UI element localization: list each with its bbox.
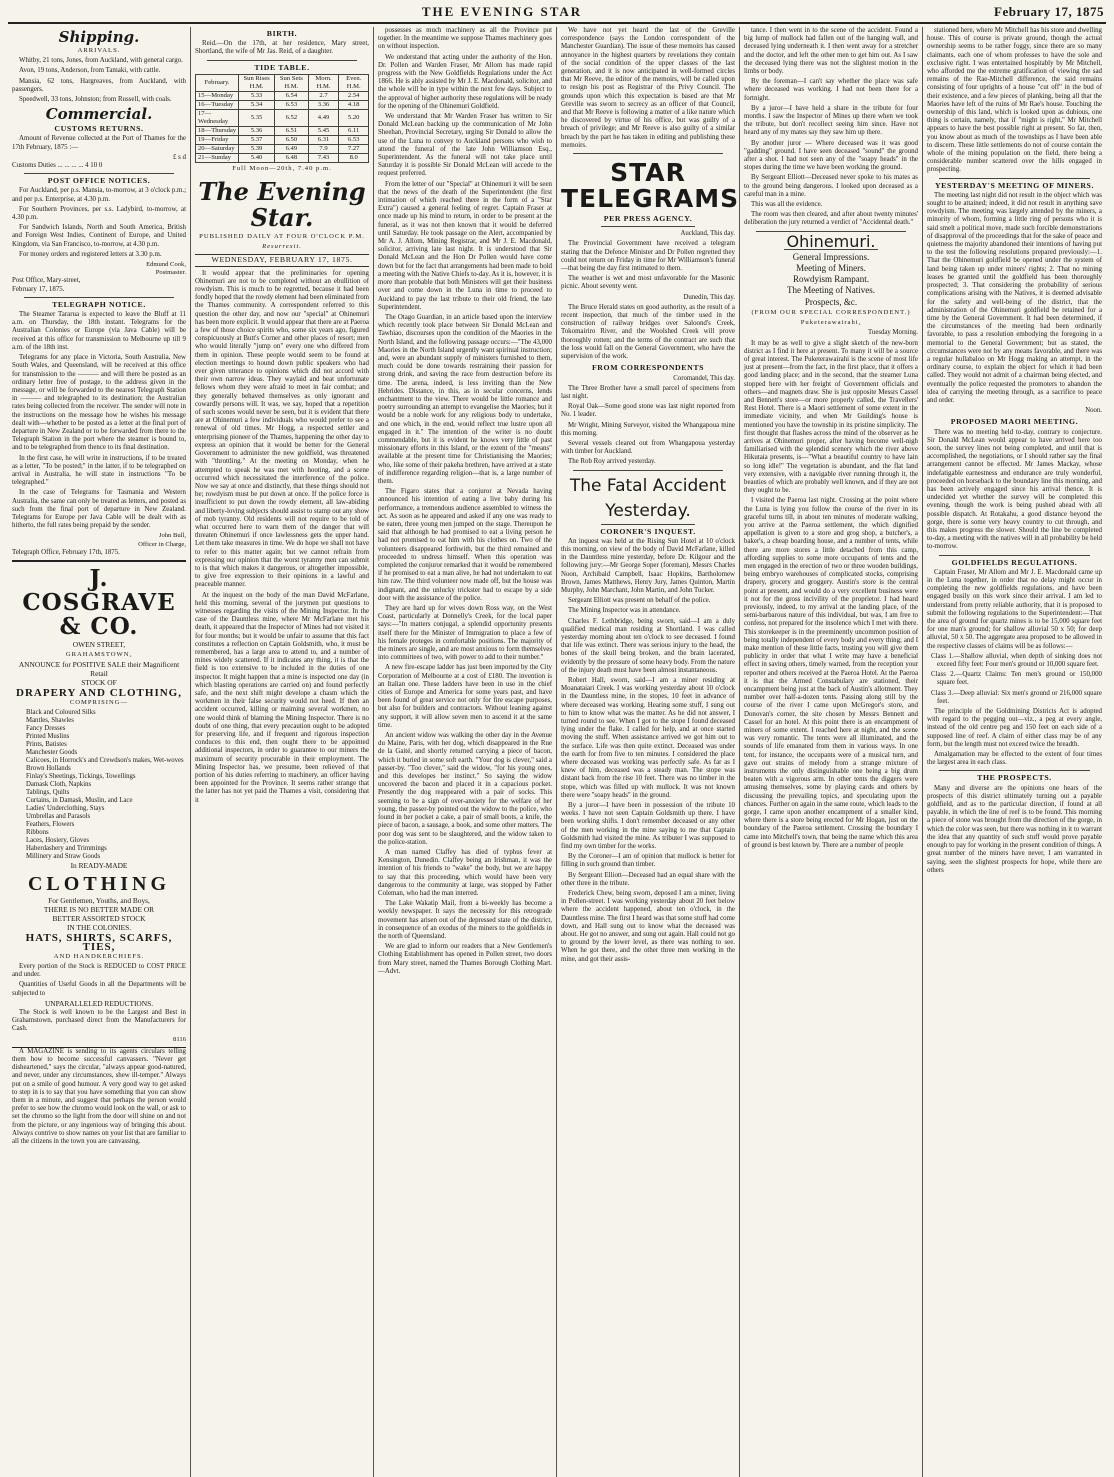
regulations-class: Class 3.—Deep alluvial: Six men's ground or 216,000 square feet. (931, 689, 1102, 705)
arrival-item: Whitby, 21 tons, Jones, from Auckland, with general cargo. (19, 57, 183, 65)
dispatch-place: Puketerawairahi, (800, 319, 862, 327)
ohinemuri-paragraph: I visited the Paeroa last night. Crossing at the point where the Luna is lying you follow the course of the river in its graceful turns till, in about ten minutes of moderate walking, you arrive at the Paeroa settlement, the which dignified appellation is given to a store and grog shop, a butcher's, a baker's, a cheap boarding house, and a number of tents, while there are more stores a little detached from this camp, affording supplies to some more occupants of tents and the men engaged in the erection of two or three wooden buildings, being embryo warehouses of complicated stocks, comprising drapery, grocery and groggery. Austin's store is the central point at present, and would do a very excellent business were it not for the gross incivility of the proprietor. I had heard previously, indeed, to my arrival at the landing place, of the semi-barbarous nature of this individual, but was, I am free to confess, not prepared for the insolence which I met with there. This storekeeper is in the preeminently uncommon position of being totally independent of every body and every thing; and I make mention of these little facts, trusting you will give them publicity in order that what I write may have a beneficial effect in saving others, timely warned, from the reception your reporter and others received at the Paeroa Hotel. At the Paeroa it is that the Armed Constabulary are stationed, their encampment being just at the back of Austin's allotment. They number over half-a-dozen tents. Passing along still by the course of the river I came upon McGregor's store, and Donovan's corner, the site chosen by Messrs Bennett and Cassel for an hotel. At this point there is an encampment of miners of some extent. I reached here at night, and the scene was very romantic. The tents were all illuminated, and the sounds of life emanated from them in various ways. In one tent, for instance, the occupants were of a musical turn, and gave out strains of melody from a strange mixture of instruments the only distinguishable one being a big drum beaten with a vigorous arm. In other tents the diggers were amusing themselves, some by playing cards and others by discussing the prevailing topics, and speculating upon the chances. Further on again in the same route, which leads to the gorge, I came upon another encampment of a smaller kind, where there is a store being erected for Mr Hogan, just on the boundary of the Paeroa settlement. Crossing the boundary I came into Mitchell's town, that being the name which this area of ground is best known by. There are a number of people (744, 497, 918, 849)
dunedin-dateline: Dunedin, This day. (683, 293, 735, 301)
divider (939, 555, 1090, 556)
telegram-paragraph: The Three Brother have a small parcel of specimens from last night. (561, 384, 735, 400)
telegraph-heading: TELEGRAPH NOTICE. (52, 299, 146, 309)
inquest-continued: By Sergeant Elliott—Deceased never spoke to his mates as to the ground being dangerous. I looked upon deceased as a careful man in a mine. (744, 174, 918, 198)
inquest-paragraph: The Mining Inspector was in attendance. (568, 607, 681, 615)
own-correspondent: (FROM OUR SPECIAL CORRESPONDENT.) (751, 308, 911, 316)
telegram-paragraph: The Bruce Herald states on good authority, as the result of a recent inspection, that much of the timber used in the construction of railway bridges over Saloond's Creek, Tokomairiro River, and the Woolshed Creek will prove thoroughly rotten; and the terms of the contract are such that the loss would fall on the General Government, who have the supervision of the work. (561, 303, 735, 361)
ad-comprising: COMPRISING— (69, 699, 129, 707)
ad-hats: HATS, SHIRTS, SCARFS, TIES, (25, 932, 173, 953)
ohinemuri-paragraph: It may be as well to give a slight sketch of the new-born district as I find it here at present. To many it will be a source of great interest. The Puketerawairahi is the scene of most life just at present—from the fact, in the first place, that it offers a good landing place; and in the second, that the steamer Luna stopped here with her freight of Government officials and others—and magnets draw. She is just opposite Messrs Cassel and Bennett's store—or more properly called, the Travellers' Rest Hotel. There is a Maori settlement of some extent in the immediate vicinity, and when Mr Guilding's house is mentioned you have the township in its pristine simplicity. The first thought that flashes across the mind of the observer as he arrives at Ohinemuri proper, after having become well-nigh familiarised with the splendid scenery which the river above Hikutaia presents, is—"What a beautiful country to have lain so long idle!" The vegetation is abundant, and the flat land very extensive, with a navigable river running through it, the beauties of which are probably well known, and if they are not they ought to be. (744, 339, 918, 495)
news-paragraph: They are hard up for wives down Ross way, on the West Coast, particularly at Donnelly's Creek, for the local paper says:—"In matters conjugal, a splendid opportunity presents itself there for the Minister of Immigration to place a few of his female proteges in comfortable positions. The majority of the miners are single, and are most anxious to form themselves into committees of two, with power to add to their number." (378, 605, 552, 662)
column-2 (191, 27, 374, 1477)
tide-cell: 5.39 (239, 144, 275, 153)
arrival-item: Mansia, 62 tons, Hargreaves, from Auckland, with passengers. (12, 77, 186, 93)
issue-dateline: WEDNESDAY, FEBRUARY 17, 1875. (195, 254, 369, 266)
telegram-paragraph: Mr Wright, Mining Surveyor, visited the Whangapoua mine this morning. (561, 421, 735, 437)
coromandel-dateline: Coromandel, This day. (673, 374, 735, 382)
tide-col-header: Sun Rises H.M. (239, 74, 275, 91)
editorial-paragraph: It would appear that the preliminaries for opening Ohinemuri are not to be completed without an ebullition of rowdyism. This is much to be regretted, because it had been fondly hoped that the rowdy element had been eliminated from the Thames community. A correspondent referred to this question the other day, and now our "special" at Ohinemuri has been more explicit. It would appear that there are at Paeroa a few of those choice spirits who, some six years ago, figured conspicuously at Butt's Corner and other places of resort; men who would literally "jump on" every one who differed from them in opinion. These people would seem to be found at election meetings to hound down public speakers who had ever given utterance to opinions which did not accord with their own narrow ideas. They waylaid and beat unfortunate fellows whom they were afraid to meet in fair combat; and they generally behaved themselves as only ignorant and cowardly persons will. It was, we say, hoped that a repetition of such scenes would never be seen, but it is evident that there are at Ohinemuri a few individuals who would prefer to see a renewal of old times. Mr Hogg, a respected settler and enterprising pioneer of the Thames, happening the other day to express an opinion that it would be better for the General Government to administer the new goldfield, was threatened with "throttling." At the meeting on Monday, when he attempted to speak he was met with hooting, and a scene occurred which necessitated the interference of the police. Now we say at once and distinctly, that these things should not be; rowdyism must be put down at once. If the police force is insufficient to put down the rowdy element, all law-abiding and liberty-loving subjects should assist to stamp out any show of mob tyranny. Old residents will not require to be told of what occurred here to warn them of the danger that will threaten Ohinemuri if once lawlessness gets the upper hand. Let them take measures in time. We do hope we shall not have to refer to this matter again; but we cannot refrain from expressing our opinion that the worst tyranny men can submit to is that which makes it dangerous, or altogether impossible, to give free expression to their opinions in a lawful and peaceable manner. (195, 269, 369, 589)
ad-better-3: IN THE COLONIES. (66, 923, 132, 933)
post-notice: For money orders and registered letters at 3.30 p.m. (19, 250, 162, 258)
correspondents-heading: FROM CORRESPONDENTS (591, 363, 705, 373)
tide-cell: 6.48 (275, 153, 309, 162)
telegraph-date: Telegraph Office, February 17th, 1875. (12, 548, 120, 556)
tide-cell: 5.40 (239, 153, 275, 162)
goods-item: Manchester Goods (26, 749, 78, 757)
divider (939, 770, 1090, 771)
news-paragraph: The Figaro states that a conjuror at Nevada having announced his intention of eating a live baby during his performance, a tremendous audience assembled to witness the act. As soon as he appeared and asked if any one was ready to be eaten, three young men jumped on the stage. Thereupon he said that although he had promised to eat a living person he had not promised to eat him with his clothes on. Two of the volunteers disappeared forthwith, but the third remained and proceeded to undress himself. When this operation was completed the conjuror remarked that it would be remembered if he promised to eat a man alive, he had not undertaken to eat him raw. The third volunteer now made off, but the house was indignant, and the unlucky trickster had to escape by a side door with the assistance of the police. (378, 488, 552, 602)
auckland-dateline: Auckland, This day. (680, 230, 735, 238)
greville-paragraph: We have not yet heard the last of the Greville correspondence (says the London correspondent of the Manchester Guardian). The issue of these memoirs has caused annoyance in the highest quarters by revelations they contain of the social condition of the upper classes of the last generation, and it is now anticipated in well-formed circles that Mr Reeve, the editor of the memoirs, will be called upon to resign his post as Registrar of the Privy Council. The grounds upon which this expectation is based are that Mr Greville was sworn to secrecy as an officer of that Council, and that Mr Reeve is following a matter of a like nature which he discovered by virtue of his office, but was guilty of a breach of privilege; and Mr Reeve is also guilty of a similar breach by the part he has taken in editing and publishing these memoirs. (561, 27, 735, 149)
customs-duties: Customs Duties ... ... ... ... 4 10 0 (12, 162, 103, 170)
goods-item: Ribbons (26, 829, 49, 837)
tide-cell: 21—Sunday (196, 153, 239, 162)
birth-notice: Reid.—On the 17th, at her residence, Mary street, Shortland, the wife of Mr Jas. Reid, of a daughter. (195, 40, 369, 56)
news-paragraph: An ancient widow was walking the other day in the Avenue du Maine, Paris, with her dog, which disappeared in the Rue de la Gaité, and shortly returned carrying a piece of bacon, which it buried in some soft earth. "Your dog is clever," said a passer-by. "Too clever," said the widow, "for his young ones, and this developes her instinct." So saying the widow uncovered the bacon and placed it in a capacious pocket. Presently the dog reappeared with a pair of socks. This seeming to be a sign of over-anxiety for the welfare of her young, the passer-by pointed out the widow to the police, who found in her pocket a cake, a pair of small boots, a knife, the piece of bacon, a sausage, a book, and some other matters. The poor dog was sent to be slaughtered, and the widow taken to the police-station. (378, 732, 552, 846)
columns (8, 27, 1106, 1477)
tide-cell: 7.9 (308, 144, 339, 153)
regulations-paragraph: The principle of the Goldmining Districts Act is adopted with regard to the pegging out—viz., a peg at every angle, instead of the old centre peg and 150 feet on each side of a supposed line of reef. A claim of either class may be of any form, but the length must not exceed twice the breadth. (927, 708, 1102, 748)
goods-item: Damask Cloth, Napkins (26, 781, 92, 789)
ad-intro: ANNOUNCE for POSITIVE SALE their Magnificent Retail (18, 660, 180, 678)
ad-unparalleled: UNPARALLELED REDUCTIONS. (44, 998, 154, 1008)
inquest-paragraph: Robert Hall, sworn, said—I am a miner residing at Moanataiari Creek. I was working yesterday about 10 o'clock in the Dauntless mine, in the stopes, 10 feet in advance of where deceased was working. Hearing some stuff, I sung out to him to know what was the matter. As he did not answer, I turned round to see. When I got to the stope I found deceased lying under the flake. I called for help, and at once started moving the stuff. When assistance arrived we got him out to the surface. Life was then quite extinct. Deceased was under the earth for from five to ten minutes. I considered the place where deceased was working was perfectly safe. As far as I knew of him, deceased was a steady man. The stope was distant back from the rise 10 feet. There was no timber in the stope, which was filled up with mullock. It was not known there were "soapy heads" in the ground. (561, 676, 735, 799)
goods-item: Calicoes, in Horrock's and Crewdson's makes, Wet-woves (26, 757, 184, 765)
telegram-paragraph: Royal Oak—Some good stone was last night reported from No. 1 leader. (561, 403, 735, 419)
goods-item: Prints, Batistes (26, 741, 67, 749)
inquest-paragraph: By Sergeant Elliott—Deceased had an equal share with the other three in the tribute. (561, 871, 735, 887)
post-notice: For Sandwich Islands, North and South America, British and Foreign West Indies, Continent of Europe, and United Kingdom, via San Francisco, to-morrow, at 4.30 p.m. (12, 224, 186, 248)
fatal-accident-heading: The Fatal Accident (569, 475, 727, 496)
goods-item: Brown Hollands (26, 765, 71, 773)
tide-row (196, 91, 369, 100)
arrival-item: Speedwell, 33 tons, Johnston; from Russell, with coals. (19, 96, 172, 104)
paper-title: The Evening Star. (198, 177, 366, 233)
news-paragraph: possesses as much machinery as all the Province put together. In the meantime we suppose Thames machinery goes on without inspection. (378, 27, 552, 51)
magazine-paragraph: A MAGAZINE is sending to its agents circulars telling them how to become successful canvassers. "Never get disheartened," says the circular, "always appear good-natured, and never, under any circumstances, shew ill-temper." Always put on a smile of good humour. A very good way to get asked to step in is to say that you have something that you can show them in a minute, and suggest that perhaps the person would prefer to see how the chromo would look on the wall, or ask to set the chromo so the light from the door will shine on and not from the picture, or any ingenious way of bringing this about. Always contrive to show names on your list that are familiar to all the citizens in the town you are canvassing. (12, 1047, 186, 1146)
telegraph-signature-title: Officer in Charge, (138, 540, 186, 548)
ad-clothing: CLOTHING (27, 872, 171, 895)
inquest-paragraph: Frederick Chew, being sworn, deposed I am a miner, living in Pollen-street. I was working yesterday about 20 feet below where the accident happened, about ten o'clock, in the Dauntless mine. The first I heard was that some stuff had come down, and Hall sung out to know what the deceased was about. He got no answer, and sung out again. Hall could not go to ground by the lower level, as there was nothing to see. When he got there, and the other three men working in the mine, and got their assis- (561, 890, 735, 963)
news-paragraph: The Lake Wakatip Mail, from a bi-weekly has become a weekly newspaper. It says the necessity for this retrograde movement has arisen out of the depressed state of the district, in consequence of an exodus of the miners to the goldfields in the north of Queensland. (378, 900, 552, 940)
tide-cell: 6.49 (275, 144, 309, 153)
post-office-heading: POST OFFICE NOTICES. (47, 176, 151, 186)
cosgrave-advertisement (12, 560, 186, 1048)
goods-item: Printed Muslins (26, 733, 70, 741)
tide-cell: 18—Thursday (196, 126, 239, 135)
tide-col-header: Morn. H.M. (308, 74, 339, 91)
tide-cell: 5.37 (239, 135, 275, 144)
editorial-paragraph: At the inquest on the body of the man David McFarlane, held this morning, several of the jurymen put questions to witnesses regarding the visits of the Mining Inspector. In the case of the Dauntless mine, where Mr McFarlane met his death, it appeared that the Inspector of Mines had not visited it for four months; but it would be unfair to assume that this fact constitutes a reflection on Captain Goldsmith, who, it must be remembered, has a large area to attend to, and a number of mines widely scattered. If it indicates any thing, it is that the field is too extensive to be included in the duties of one inspector. It might happen that a mine is inspected one day (in which blasting operations are carried on) and found perfectly safe, and the next shift might develope a chasm which the workmen in their false security would not heed. If then an accident occurred, killing or maiming several workmen, no one would think of blaming the Mining Inspector. There is no doubt of one thing, that every precaution ought to be adopted for preserving life, and if frequent and rigorous inspection conduces to this end, then ought there to be appointed additional inspectors, in order to guarantee to our miners the maximum of security procurable in their employment. The Mining Inspector has, we presume, been relieved of that portion of his duties referring to machinery, an officer having been appointed for the Province. It seems rather strange that the latter has not yet paid the Thames a visit, considering that it (195, 591, 369, 804)
inquest-continued: By a juror—I have held a share in the tribute for four months. I saw the Inspector of Mines up there when we took the tribute, but don't recollect seeing him since. Have not heard any of my mates say they saw him up there. (744, 104, 918, 137)
tide-cell: 5.36 (239, 126, 275, 135)
tide-row (196, 135, 369, 144)
ohinemuri-subheading: General Impressions. (792, 251, 870, 262)
goods-item: Tablings, Quilts (26, 789, 70, 797)
telegraph-paragraph: Telegrams for any place in Victoria, South Australia, New South Wales, and Queensland, will be received at this office for transmission to the ——— and will there be posted as an ordinary letter free of postage, to the address given in the message, or will be forwarded to the nearest Telegraph Station in ——— and telegraphed to its destination; the Australian rates being collected from the receiver. The sender will note in the instructions on the message how he wishes his message dealt with—whether to be posted as a letter at the final port of departure in New Zealand or to be forwarded from there to the Telegraph Station in the port where the steamer is bound to, and to be telegraphed from thence to its final destination. (12, 354, 186, 452)
inquest-continued: This was all the evidence. (751, 201, 823, 209)
post-notice: For Southern Provinces, per s.s. Ladybird, to-morrow, at 4.30 p.m. (12, 205, 186, 222)
ad-stock-text: The Stock is well known to be the Largest and Best in Grahamstown, purchased direct from the Manufacturers for Cash. (12, 1009, 186, 1033)
telegram-paragraph: The Provincial Government have received a telegram stating that the Defence Minister and Dr Pollen regretted they could not return on Friday in time for Mr Williamson's funeral—that being the day first intimated to them. (561, 240, 735, 273)
goods-item: Curtains, in Damask, Muslin, and Lace (26, 797, 133, 805)
published-line: PUBLISHED DAILY AT FOUR O'CLOCK P.M. (199, 233, 365, 241)
ad-better-2: BETTER ASSORTED STOCK (52, 914, 146, 923)
advertiser-street: OWEN STREET, (72, 639, 126, 649)
tide-row (196, 144, 369, 153)
goods-item: Haberdashery and Trimmings (26, 845, 107, 853)
press-agency-heading: PER PRESS AGENCY. (603, 214, 693, 224)
tide-cell: 4.18 (339, 100, 369, 109)
regulations-heading: GOLDFIELDS REGULATIONS. (951, 557, 1078, 567)
inquest-paragraph: Charles F. Lethbridge, being sworn, said—I am a duly qualified medical man residing at Shortland. I was called yesterday morning about ten o'clock to see deceased. I found that life was extinct. There was serious injury to the head, the bones of the skull being broken, and the brain lacerated, evidently by the pressure of some heavy body. From the nature of the injury death must have been almost instantaneous. (561, 617, 735, 674)
regulations-class: Class 2.—Quartz Claims: Ten men's ground or 150,000 square feet. (931, 671, 1102, 687)
tide-cell: 8.0 (339, 153, 369, 162)
ohinemuri-heading: Ohinemuri. (786, 231, 876, 251)
birth-heading: BIRTH. (266, 29, 298, 38)
tide-cell: 6.52 (275, 109, 309, 126)
tide-cell: 20—Saturday (196, 144, 239, 153)
shipping-heading: Shipping. (58, 28, 140, 46)
inquest-paragraph: Sergeant Elliott was present on behalf of the police. (568, 597, 711, 605)
telegram-paragraph: The weather is wet and most unfavorable for the Masonic picnic. About seventy went. (561, 275, 735, 291)
tide-header-row (196, 74, 369, 91)
ohinemuri-subheading: Meeting of Miners. (796, 263, 866, 274)
goods-item: Fancy Dresses (26, 725, 66, 733)
miners-meeting-heading: YESTERDAY'S MEETING OF MINERS. (934, 180, 1095, 190)
column-1 (8, 27, 191, 1477)
motto: Resurrexit. (262, 243, 302, 251)
tide-cell: 6.53 (339, 135, 369, 144)
masthead-title: THE EVENING STAR (421, 4, 583, 19)
post-signature-title: Postmaster. (155, 269, 186, 277)
goods-list (12, 709, 186, 861)
post-signature: Edmund Cook, (146, 261, 186, 269)
commercial-heading: Commercial. (45, 105, 153, 124)
ad-for: For Gentlemen, Youths, and Boys, (48, 895, 150, 905)
goods-item: Black and Coloured Silks (26, 709, 96, 717)
ohinemuri-subheading: Prospects, &c. (804, 296, 858, 307)
tide-col-header: February. (196, 74, 239, 91)
post-date: February 17, 1875. (12, 285, 65, 293)
telegram-paragraph: Several vessels cleared out from Whangapoua yesterday with timber for Auckland. (561, 439, 735, 456)
telegraph-paragraph: In the first case, he will write in instructions, if to be treated as a letter, "To be posted;" in the latter, if to be telegraphed on arrival in Australia, he will state in instructions "To be telegraphed." (12, 454, 186, 487)
ad-handkerchiefs: AND HANDKERCHIEFS. (53, 952, 145, 960)
goods-item: Ladies' Underclothing, Stays (26, 805, 105, 813)
column-6 (923, 27, 1106, 1477)
telegram-paragraph: The Rob Roy arrived yesterday. (568, 458, 656, 466)
ohinemuri-subheading: The Meeting of Natives. (787, 285, 875, 296)
tide-row (196, 109, 369, 126)
tide-cell: 6.53 (275, 100, 309, 109)
tide-cell: 16—Tuesday (196, 100, 239, 109)
inquest-continued: tance. I then went in to the scene of the accident. Found a big lump of mullock had fallen out of the hanging wall, and deceased lying underneath it. I then went away for a stretcher and the doctor, and left the other men to get him out. As I saw the deceased lying there was not the slightest motion in the limbs or body. (744, 27, 918, 76)
arrivals-label: ARRIVALS. (77, 47, 121, 54)
tide-cell: 5.34 (239, 100, 275, 109)
ad-quantities: Quantities of Useful Goods in all the Departments will be subjected to (12, 981, 186, 997)
arrival-item: Avon, 19 tons, Anderson, from Tamaki, with cattle. (19, 67, 161, 75)
tide-cell: 3.36 (308, 100, 339, 109)
tide-row (196, 153, 369, 162)
tide-row (196, 100, 369, 109)
divider (24, 297, 174, 298)
tide-cell: 7.27 (339, 144, 369, 153)
regulations-paragraph: Amalgamation may be effected to the extent of four times the largest area in each class. (927, 751, 1102, 767)
fatal-accident-subheading: Yesterday. (605, 500, 691, 521)
goods-item: Feathers, Flowers (26, 821, 75, 829)
maori-meeting-paragraph: There was no meeting held to-day, contrary to conjecture. Sir Donald McLean would appear to have arrived here too soon, the survey lines not being completed, and until that is accomplished, the negotiations, or I should rather say the final arrangement cannot be effected. Mr James Mackay, whose indefatigable earnestness and endurance are truly wonderful, proceeded on horseback to the boundary line this morning, and has been actively engaged since his arrival thence. It is undecided yet whether the survey will be completed this evening, though the work is being pushed ahead with all possible dispatch. At Rotakahu, a good distance beyond the gorge, there is some very heavy country to cut through, and this makes progress the slower. Should the line be completed to-day, a meeting with the natives will in all probability be held to-morrow. (927, 428, 1102, 551)
tide-cell: 5.20 (339, 109, 369, 126)
news-paragraph: From the letter of our "Special" at Ohinemuri it will be seen that the news of the death of the Superintendent (the first intimation of which reached there in the form of a "Star Extra") caused a general feeling of regret. Captain Fraser at once made up his mind to return, in order to be present at the funeral, as it was not then known that it would be deferred until Saturday. He took passage on the Alert, accompanied by Mr A. J. Allom, Mining Registrar, and Mr J. E. Macdonald, solicitor, arriving late last night. It is understood that Sir Donald McLean and the Hon Dr Pollen would have come down but for the fact that arrangements had been made to hold a meeting with the Native Chiefs to-day. As it is, however, it is more than probable that both Ministers will get their business over and come down in the Luna in time to proceed to Auckland to pay the last tribute to their old friend, the late Superintendent. (378, 180, 552, 311)
ohinemuri-paragraph: stationed here, where Mr Mitchell has his store and dwelling house. This of course is private ground, though the actual ownership seems to be rather foggy, since there are so many claimants, each one of whom professes to have the sole and exclusive right. I was entertained hospitably by Mr Mitchell, who afforded me the extreme gratification of viewing the sad remains of the Rae-Mitchell difference, the said remains consisting of four uprights of a house "cut off" in the bud of their existence, and a few pieces of planking, being all that the Maories have left of the ruins of Mr Rae's house. Touching the ownership of this land, which is looked upon as dubious, one thing is certain, namely, that if "might is right," Mr Mitchell appears to have the best possible right at present. So far, then, you know about as much of the townships as I have been able to discern. These little settlements do not of course contain the whole of the mining population on the field, there being a considerable number scattered over the hills engaged in prospecting. (927, 27, 1102, 174)
column-3 (374, 27, 557, 1477)
tide-cell: 2.54 (339, 91, 369, 100)
news-paragraph: We understand that Mr Warden Fraser has written to Sir Donald McLean backing up the communication of Mr John Sheehan, Provincial Secretary, urging Sir Donald to allow the use of the Luna to convey to Auckland persons who wish to attend the funeral of the late John Williamson Esq., Superintendent. As the funeral will not take place until Saturday it is possible Sir Donald McLean will accede to the request preferred. (378, 113, 552, 178)
tide-row (196, 126, 369, 135)
ad-reduced: Every portion of the Stock is REDUCED to COST PRICE and under. (12, 963, 186, 979)
goods-item: Millinery and Straw Goods (26, 853, 101, 861)
telegraph-paragraph: In the case of Telegrams for Tasmania and Western Australia, the same can only be treated as letters, and posted as such from the final port of departure in New Zealand. Telegrams for Europe per Java Cable will be dealt with as hitherto, the full rates being prepaid by the sender. (12, 489, 186, 530)
tide-cell: 2.7 (308, 91, 339, 100)
divider (24, 173, 174, 174)
tide-cell: 6.50 (275, 135, 309, 144)
divider (601, 524, 695, 525)
advertiser-town: GRAHAMSTOWN, (65, 651, 133, 659)
tide-table (195, 74, 369, 163)
ad-stock-of: STOCK OF (81, 677, 117, 687)
star-telegrams-heading: STAR TELEGRAMS (561, 158, 740, 214)
regulations-class: Class 1.—Shallow alluvial, when depth of sinking does not exceed fifty feet: Four men's ground or 10,000 square feet. (931, 652, 1102, 669)
tide-cell: 5.45 (308, 126, 339, 135)
divider (601, 226, 695, 227)
divider (573, 153, 723, 154)
ad-drapery: DRAPERY AND CLOTHING, (16, 686, 182, 699)
ad-ready-made: In READY-MADE (70, 861, 128, 871)
maori-meeting-heading: PROPOSED MAORI MEETING. (950, 417, 1079, 427)
regulations-paragraph: Captain Fraser, Mr Allom and Mr J. E. Macdonald came up in the Luna together, in order that no delay might occur in completing the new goldfields regulations, and have been engaged busily on this work since their arrival. I am led to understand from pretty reliable authority, that it is proposed to submit the following regulations to the Superintendent:—That the area of ground for quartz mines is to be 15,000 square feet for one man's ground; for shallow alluvial 50 x 50; for deep alluvial, 50 x 50. The aggregate area proposed to be allowed in the respective classes of claims will be as follows:— (927, 568, 1102, 650)
divider (573, 470, 723, 471)
news-paragraph: The Otago Guardian, in an article based upon the interview which recently took place between Sir Donald McLean and Tawhiao, discourses upon the condition of the Maories in the North Island, and the following passage occurs:—"The 43,000 Maories in the North Island urgently want spiritual instruction; and, were an abundant supply of ministers furnished to them, much could be done towards restraining their passion for strong drink, and saving the race from destruction before its time. The arena, indeed, is less inviting than the New Hebrides. Distance, in this, as in secular concerns, lends enchantment to the view. There would be little romance and poetry surrounding an attempt to evangelise the Maories; but it would be a noble work for any religious body to undertake, and one which, in the end, would reflect true lustre upon all engaged in it." The intention of the writer is no doubt commendable, but it is evident he knows very little of past missionary efforts in this Island, or the extent of the "means" available at the present time for Christianising the Maories; who, like some of their pakeha brethren, have arrived at a state of indifference regarding religion—that is, a large number of them. (378, 313, 552, 485)
masthead-date: February 17, 1875 (994, 4, 1104, 19)
goods-item: Laces, Hosiery, Gloves (26, 837, 89, 845)
ad-better-1: THERE IS NO BETTER MADE OR (43, 904, 155, 914)
customs-text: Amount of Revenue collected at the Port of Thames for the 17th February, 1875 :— (12, 135, 186, 151)
inquest-continued: By the foreman—I can't say whether the place was safe where deceased was working. I had not been there for a fortnight. (744, 78, 918, 102)
post-notice: For Auckland, per p.s. Mansia, to-morrow, at 3 o'clock p.m.; and per p.s. Enterprise, at 4.30 p.m. (12, 187, 186, 203)
tide-cell: 6.11 (339, 126, 369, 135)
tide-moon: Full Moon—20th, 7.40 p.m. (232, 164, 332, 172)
inquest-paragraph: An inquest was held at the Rising Sun Hotel at 10 o'clock this morning, on view of the body of David McFarlane, killed in the Dauntless mine yesterday, before Dr. Kilgour and the following jury:—Mr George Soper (foreman), Messrs Charles Noon, Archibald Campbell, Isaac Hopkins, Bartholomew Brown, James Matthews, Henry Jury, James Quinton, Martin Murphy, John Marchant, John Martin, and John Tucker. (561, 537, 735, 594)
tide-col-header: Sun Sets H.M. (275, 74, 309, 91)
news-paragraph: We understand that acting under the authority of the Hon. Dr. Pollen and Warden Fraser, Mr Allom has made rapid progress with the New Goldfields Regulations under the Act 1866. He is ably assisted by Mr J. E. Macdonald, solicitor, and the whole will be in type within the next few days. Subject to the approval of higher authority these regulations will be ready for the opening of the Ohinemuri Goldfield. (378, 53, 552, 110)
miners-meeting-paragraph: The meeting last night did not result in the object which was sought to be attained; indeed, it did not result in anything save rowdyism. The meeting was largely attended by the miners, a minority of whom, forming a little ring of persons who it is said smelt a political move, made such forcible demonstrations of disapproval of the proceedings that for the sake of peace and quietness the majority abandoned their intentions of having put to the test the following resolutions prepared previously:—1. That the Ohinemuri goldfield be opened under the system of land being taken up under miners' rights; 2. That no mining leases be granted until the goldfield has been thoroughly prospected; 3. That considering the probability of serious complications arising with the Natives, it is deemed advisable for the safety and well-being of the district, that the administration of the Ohinemuri goldfield be retained for a time by the General Government. It had been determined, if the circumstances of the meeting had been ordinarily favorable, to pass a resolution embodying the foregoing in a memorial to the General Government; but as stated, the circumstances were not by any means favorable, and there was a regular hullabaloo on Mr Hogg making an attempt, in the ordinary course, to explain the object for which it had been called. They would not admit of a chairman being elected, and eventually the police requested the promoters to abandon the idea of carrying the meeting through, as a sacrifice to peace and order. (927, 191, 1102, 404)
inquest-paragraph: By the Coroner—I am of opinion that mullock is better for filling in such ground than timber. (561, 853, 735, 869)
tide-cell: 19—Friday (196, 135, 239, 144)
inquest-paragraph: By a juror—I have been in possession of the tribute 10 weeks. I have not seen Captain Goldsmith up there. I have been working shifts. I don't remember deceased or any other of the men working in the mine saying to me that Captain Goldsmith had visited the mine. As tributer I was supposed to find my own timber for the works. (561, 802, 735, 851)
goods-item: Umbrellas and Parasols (26, 813, 91, 821)
tide-cell: 17—Wednesday (196, 109, 239, 126)
column-5 (740, 27, 923, 1477)
tide-cell: 4.49 (308, 109, 339, 126)
ad-code: 8116 (173, 1035, 186, 1043)
noon-dateline: Noon. (1085, 407, 1102, 415)
news-paragraph: A new fire-escape ladder has just been imported by the City Corporation of Melbourne at a cost of £180. The invention is an Italian one. These ladders have been in use in the chief cities of Europe and America for some years past, and have been found of great service not only for fire escape purposes, but also for builders and contractors. Without leaning against any support, it will allow seven men to ascend it at the same time. (378, 664, 552, 729)
inquest-continued: By another juror — Where deceased was it was good "gadding" ground. I have seen deceased "sound" the ground after a shot. I had not seen any of the "soapy heads" in the stopes during the time we have been working the ground. (744, 139, 918, 172)
tide-cell: 7.43 (308, 153, 339, 162)
masthead (8, 4, 1106, 24)
advertiser-name: J. COSGRAVE & CO. (22, 564, 176, 640)
coroner-heading: CORONER'S INQUEST. (600, 526, 696, 536)
goods-item: Mantles, Shawles (26, 717, 74, 725)
customs-heading: CUSTOMS RETURNS. (54, 124, 144, 134)
customs-cols: £ s d (172, 153, 186, 161)
tide-cell: 5.35 (239, 109, 275, 126)
telegraph-paragraph: The Steamer Tararua is expected to leave the Bluff at 11 a.m. on Thursday, the 18th instant. Telegrams for the Australian Colonies or Europe (via Java Cable) will be received at this office for transmission to Melbourne up till 9 a.m. of the 18th inst. (12, 311, 186, 351)
news-paragraph: A man named Claffey has died of typhus fever at Kensington, Dunedin. Claffey being an Irishman, it was the intention of his friends to "wake" the body, but we are happy to say that this proceeding, which would have been very dangerous to the community at large, was stopped by Father Coleman, who had the man interred. (378, 848, 552, 897)
tide-cell: 15—Monday (196, 91, 239, 100)
goods-item: Finlay's Sheetings, Tickings, Towellings (26, 773, 136, 781)
prospects-heading: THE PROSPECTS. (977, 773, 1052, 783)
column-4 (557, 27, 740, 1477)
divider (207, 60, 357, 61)
divider (939, 178, 1090, 179)
dispatch-time: Tuesday Morning. (868, 329, 918, 337)
arrivals-list (12, 57, 186, 104)
ohinemuri-subheading: Rowdyism Rampant. (793, 274, 869, 285)
tide-col-header: Even. H.M. (339, 74, 369, 91)
prospects-paragraph: Many and diverse are the opinions one hears of the prospects of this district ultimately turning out a payable goldfield, and as to the particular direction, if found at all payable, in which the line of reef is to be found. This morning a piece of stone was brought from the direction of the gorge, in which the color was seen, but there was nothing in it to warrant the idea that any quantity of such stuff would prove payable enough to pay for working in the present condition of things. A great number of the miners have never, I am warranted in saying, seen the slightest prospects for hope, while there are others (927, 784, 1102, 874)
post-place: Post Office, Mary-street, (12, 277, 81, 285)
tide-cell: 6.31 (308, 135, 339, 144)
tide-cell: 6.51 (275, 126, 309, 135)
tide-table-heading: TIDE TABLE. (254, 62, 310, 72)
news-paragraph: We are glad to inform our readers that a New Gentlemen's Clothing Establishment has opened in Pollen street, two doors from Mary street, named the Thames Borough Clothing Mart.—Advt. (378, 943, 552, 975)
tide-cell: 5.33 (239, 91, 275, 100)
inquest-continued: The room was then cleared, and after about twenty minutes' deliberation the jury returned a verdict of "Accidental death." (744, 211, 918, 227)
telegraph-signature: John Bull, (158, 532, 186, 540)
tide-cell: 6.54 (275, 91, 309, 100)
